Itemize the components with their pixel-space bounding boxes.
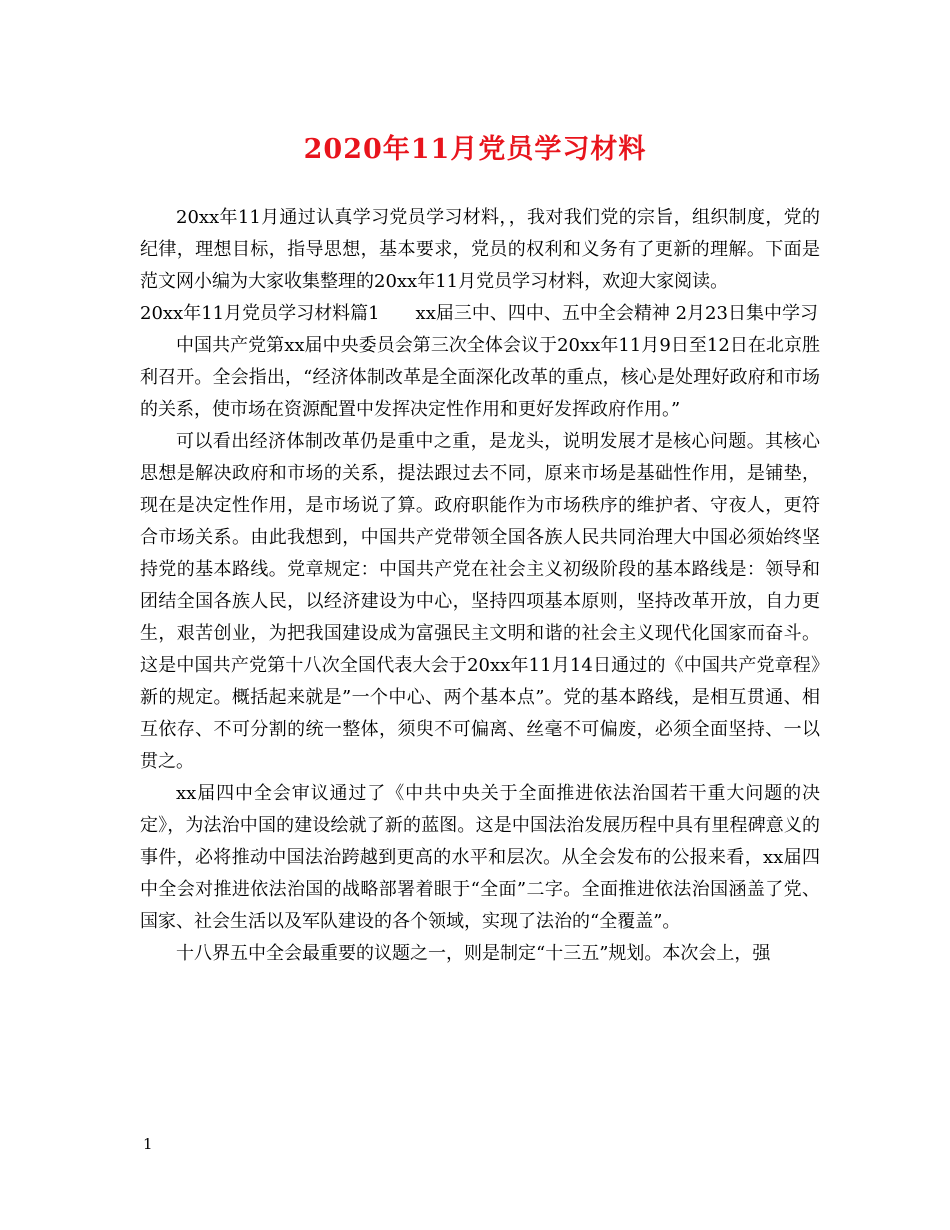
paragraph-section-heading: 20xx年11月党员学习材料篇1 xx届三中、四中、五中全会精神 2月23日集中学习	[140, 303, 818, 324]
paragraph-third-plenum: 中国共产党第xx届中央委员会第三次全体会议于20xx年11月9日至12日在北京胜利召开。全会指出，“经济体制改革是全面深化改革的重点，核心是处理好政府和市场的关系，使市场在资源配置中发挥决定性作用和更好发挥政府作用。”	[140, 335, 820, 420]
paragraph-fifth-plenum: 十八界五中全会最重要的议题之一，则是制定“十三五”规划。本次会上，强	[176, 943, 771, 964]
document-title: 2020年11月党员学习材料	[303, 134, 647, 165]
page-number: 1	[143, 1135, 153, 1153]
document-body	[140, 202, 820, 970]
paragraph-economic-reform: 可以看出经济体制改革仍是重中之重，是龙头，说明发展才是核心问题。其核心思想是解决政府和市场的关系，提法跟过去不同，原来市场是基础性作用，是铺垫，现在是决定性作用，是市场说了算。政府职能作为市场秩序的维护者、守夜人，更符合市场关系。由此我想到，中国共产党带领全国各族人民共同治理大中国必须始终坚持党的基本路线。党章规定：中国共产党在社会主义初级阶段的基本路线是：领导和团结全国各族人民，以经济建设为中心，坚持四项基本原则，坚持改革开放，自力更生，艰苦创业，为把我国建设成为富强民主文明和谐的社会主义现代化国家而奋斗。这是中国共产党第十八次全国代表大会于20xx年11月14日通过的《中国共产党章程》新的规定。概括起来就是”一个中心、两个基本点”。党的基本路线，是相互贯通、相互依存、不可分割的统一整体，须臾不可偏离、丝毫不可偏废，必须全面坚持、一以贯之。	[140, 431, 820, 772]
paragraph-intro: 20xx年11月通过认真学习党员学习材料，，我对我们党的宗旨，组织制度，党的纪律，理想目标，指导思想，基本要求，党员的权利和义务有了更新的理解。下面是范文网小编为大家收集整理的20xx年11月党员学习材料，欢迎大家阅读。	[140, 207, 820, 292]
paragraph-fourth-plenum: xx届四中全会审议通过了《中共中央关于全面推进依法治国若干重大问题的决定》，为法治中国的建设绘就了新的蓝图。这是中国法治发展历程中具有里程碑意义的事件，必将推动中国法治跨越到更高的水平和层次。从全会发布的公报来看，xx届四中全会对推进依法治国的战略部署着眼于“全面”二字。全面推进依法治国涵盖了党、国家、社会生活以及军队建设的各个领域，实现了法治的“全覆盖”。	[140, 783, 820, 932]
